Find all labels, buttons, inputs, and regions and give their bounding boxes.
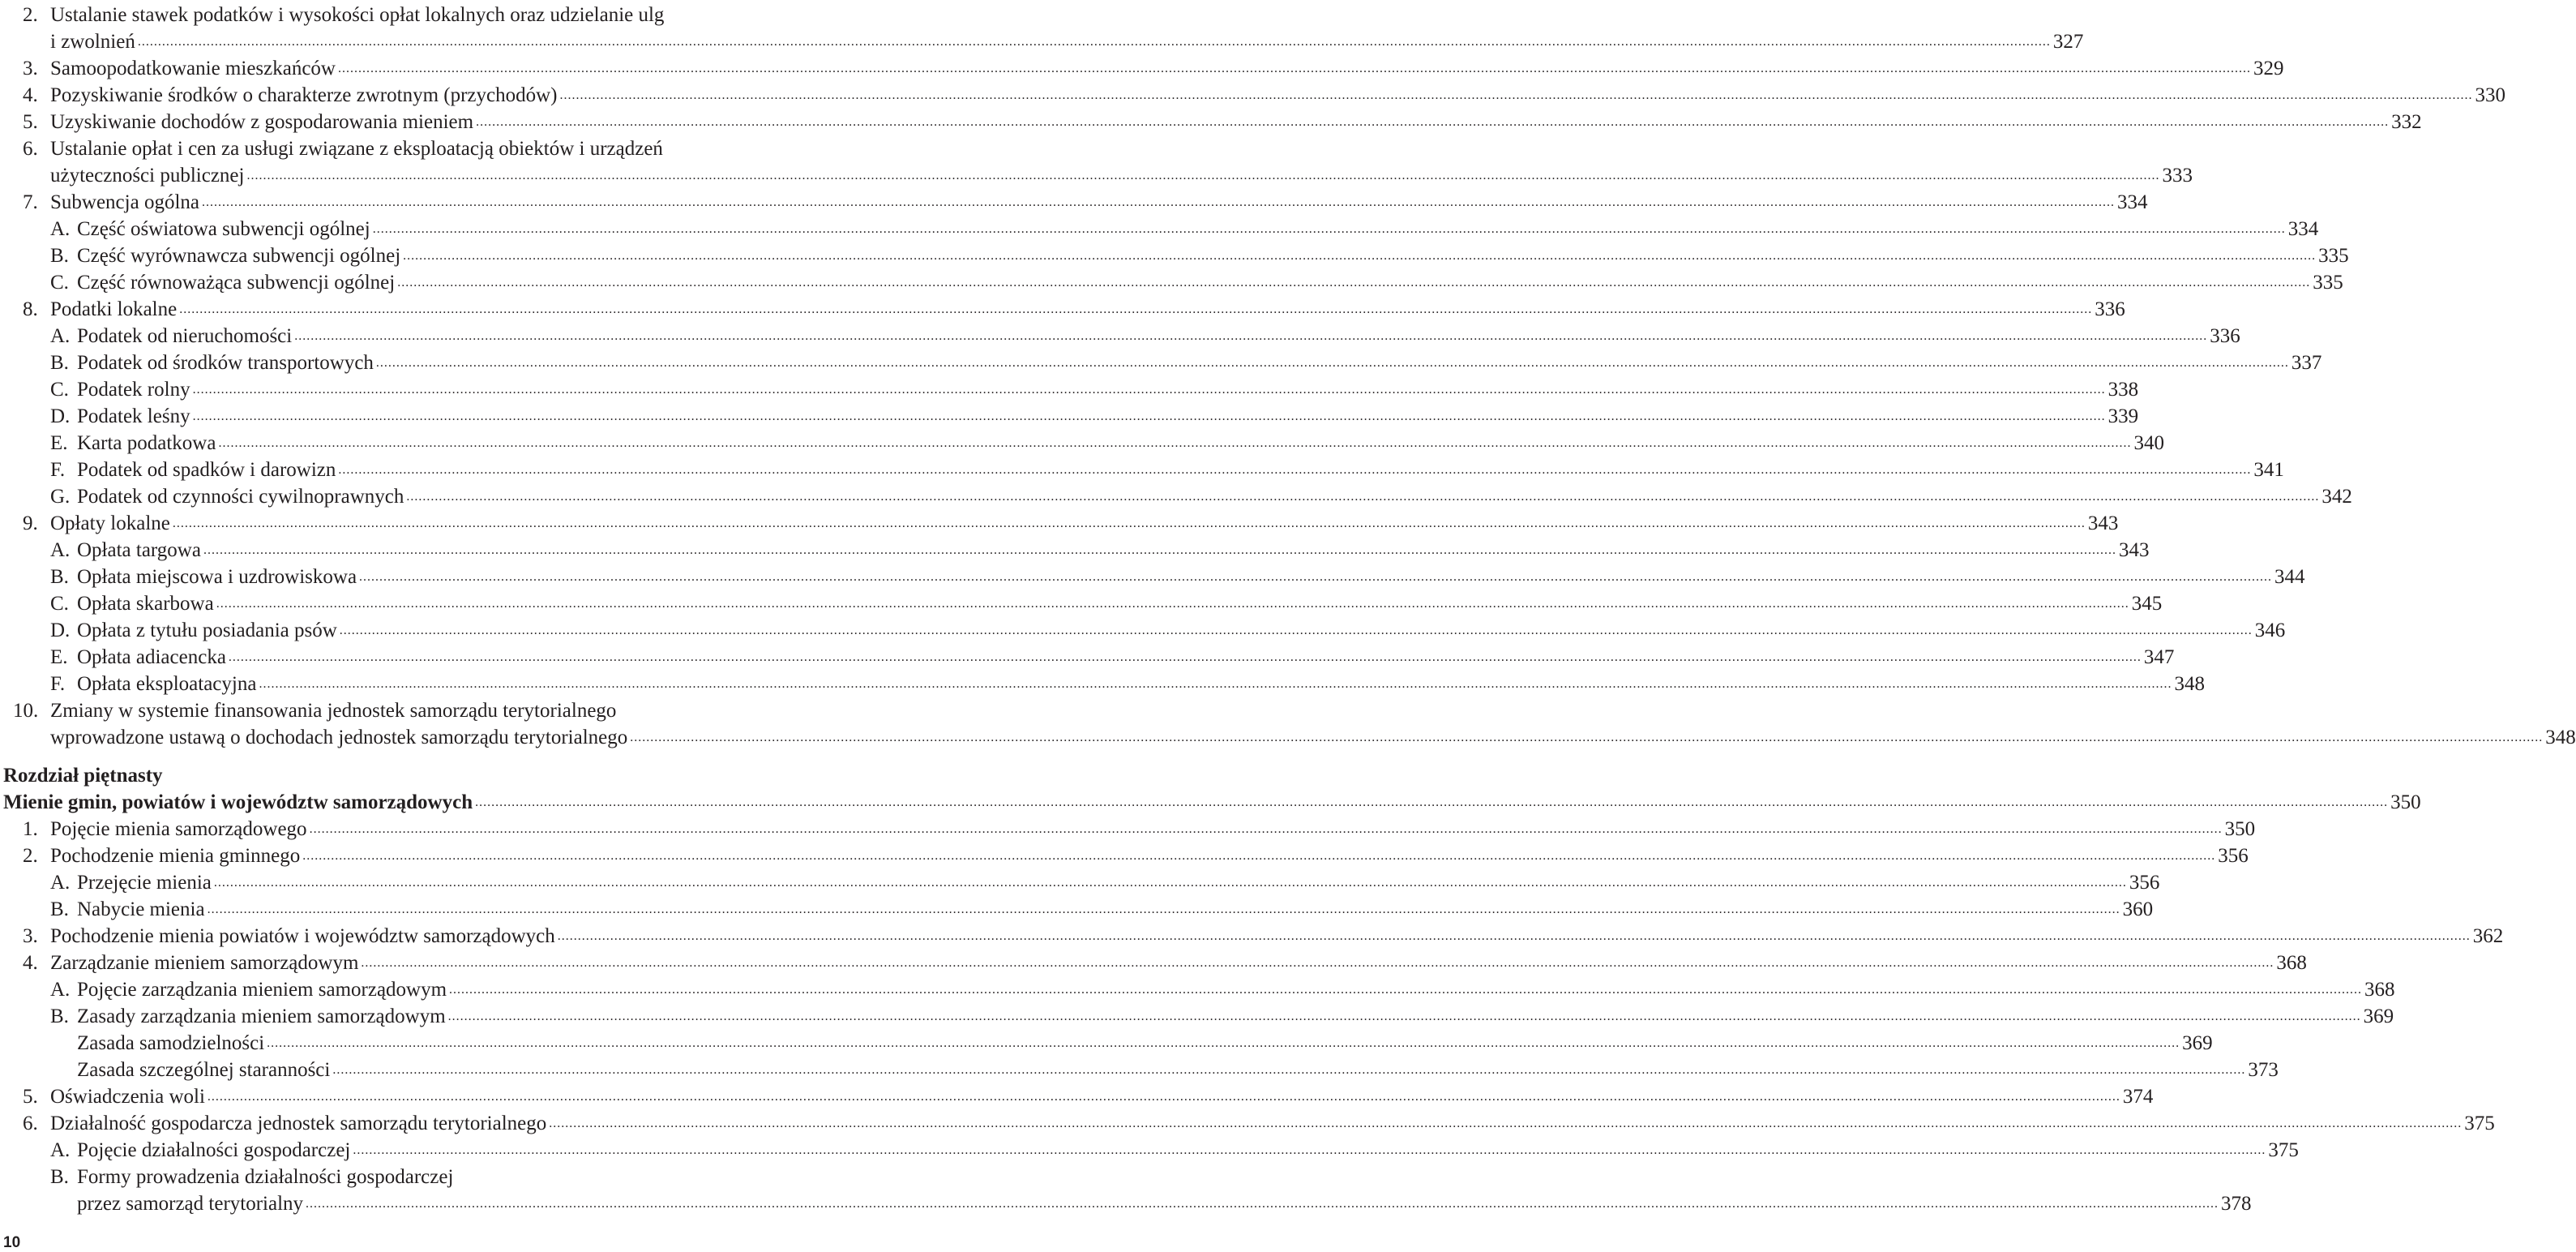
entry-title: Podatek od środków transportowych [77,352,374,374]
entry-number: 7. [23,191,38,213]
entry-title-cont: przez samorząd terytorialny [77,1193,304,1215]
entry-title: Pochodzenie mienia gminnego [50,845,301,867]
toc-entry[interactable] [0,55,2284,82]
entry-title: Podatek od spadków i darowizn [77,459,336,481]
page-number: 341 [2253,459,2284,481]
entry-number: A. [50,979,71,1001]
toc-entry[interactable] [0,2,2084,55]
page-number: 335 [2313,272,2343,294]
entry-title-cont: wprowadzone ustawą o dochodach jednostek samorządu terytorialnego [50,727,628,748]
page-number: 334 [2116,191,2148,213]
entry-title: Zmiany w systemie finansowania jednostek samorządu terytorialnego [50,700,617,722]
toc-entry[interactable] [0,896,2154,923]
entry-title: Zasada samodzielności [77,1032,265,1054]
entry-title: Opłata miejscowa i uzdrowiskowa [77,566,357,588]
toc-entry[interactable] [0,510,2119,537]
page-number: 343 [2087,512,2119,534]
entry-number: B. [50,245,69,267]
page-number: 350 [2224,818,2256,840]
page-number: 333 [2162,165,2193,187]
entry-title: Oświadczenia woli [50,1086,205,1108]
page-number: 348 [2545,727,2576,748]
entry-number: B. [50,1166,69,1188]
entry-number: 10. [13,700,39,722]
page-number: 362 [2472,925,2504,947]
entry-number: B. [50,898,69,920]
entry-number: B. [50,352,69,374]
toc-entry[interactable] [0,537,2150,564]
entry-number: 5. [23,111,38,133]
toc-entry[interactable] [0,1003,2394,1030]
page-number: 344 [2274,566,2305,588]
entry-title: Karta podatkowa [77,432,216,454]
toc-entry[interactable] [0,564,2305,590]
entry-number: 2. [23,845,38,867]
entry-number: C. [50,379,69,401]
page-number: 338 [2107,379,2139,401]
page-number: 378 [2221,1193,2252,1215]
entry-number: A. [50,1139,71,1161]
page-number: 330 [2475,84,2505,106]
page-number: 347 [2143,646,2175,668]
dot-leader [306,1190,2219,1224]
entry-title: Zasady zarządzania mieniem samorządowym [77,1005,446,1027]
toc-entry[interactable] [0,349,2322,376]
entry-number: 2. [23,4,38,26]
page-number: 356 [2129,872,2160,894]
toc-entry[interactable] [0,1164,2252,1217]
toc-entry[interactable] [0,269,2343,296]
page-number: 335 [2318,245,2349,267]
toc-entry[interactable] [0,483,2352,510]
toc-entry[interactable] [0,376,2139,403]
entry-title: Część oświatowa subwencji ogólnej [77,218,370,240]
dot-leader [630,724,2543,758]
entry-title: Część wyrównawcza subwencji ogólnej [77,245,401,267]
page-number: 336 [2095,298,2125,320]
page-number: 360 [2122,898,2154,920]
entry-title: Opłata z tytułu posiadania psów [77,620,337,641]
entry-number: D. [50,405,71,427]
toc-entry[interactable] [0,869,2160,896]
entry-title: Opłata skarbowa [77,593,214,615]
entry-title: Pozyskiwanie środków o charakterze zwrotnym (przychodów) [50,84,558,106]
page-number: 327 [2052,31,2084,53]
toc-entry[interactable] [0,644,2175,671]
page-number: 375 [2268,1139,2299,1161]
entry-title: Zarządzanie mieniem samorządowym [50,952,359,974]
entry-number: C. [50,593,69,615]
toc-entry[interactable] [0,403,2139,430]
entry-title: Opłata targowa [77,539,201,561]
entry-title: Zasada szczególnej staranności [77,1059,331,1081]
entry-title-cont: i zwolnień [50,31,135,53]
page-number: 368 [2276,952,2307,974]
page-number: 374 [2122,1086,2154,1108]
page-number: 368 [2364,979,2395,1001]
page-number: 369 [2182,1032,2213,1054]
page-number: 332 [2391,111,2422,133]
page-number: 348 [2174,673,2205,695]
entry-title: Pojęcie mienia samorządowego [50,818,307,840]
entry-title: Podatki lokalne [50,298,178,320]
toc-entry[interactable] [0,457,2284,483]
entry-title: Nabycie mienia [77,898,205,920]
entry-title: Pojęcie działalności gospodarczej [77,1139,351,1161]
entry-title: Przejęcie mienia [77,872,212,894]
entry-number: G. [50,486,71,508]
entry-number: C. [50,272,69,294]
entry-number: 6. [23,1113,38,1134]
entry-number: D. [50,620,71,641]
toc-entry[interactable] [0,923,2504,950]
chapter-title: Mienie gmin, powiatów i województw samorządowych [3,791,473,813]
entry-title: Opłaty lokalne [50,512,170,534]
toc-entry[interactable] [0,1137,2299,1164]
entry-number: 1. [23,818,38,840]
page-number: 375 [2464,1113,2495,1134]
entry-title: Opłata eksploatacyjna [77,673,257,695]
entry-number: 3. [23,925,38,947]
toc-entry[interactable] [0,671,2205,697]
entry-number: 8. [23,298,38,320]
entry-number: B. [50,566,69,588]
entry-number: 3. [23,58,38,79]
entry-title: Część równoważąca subwencji ogólnej [77,272,396,294]
toc-entry[interactable] [0,1030,2213,1057]
entry-number: F. [50,459,66,481]
toc-entry[interactable] [0,296,2125,323]
entry-number: 6. [23,138,38,160]
entry-number: 4. [23,84,38,106]
entry-number: 4. [23,952,38,974]
entry-title: Subwencja ogólna [50,191,199,213]
toc-entry[interactable] [0,135,2193,189]
page-folio: 10 [3,1234,21,1251]
page-number: 329 [2253,58,2284,79]
entry-number: A. [50,218,71,240]
entry-number: B. [50,1005,69,1027]
entry-title: Ustalanie opłat i cen za usługi związane z eksploatacją obiektów i urządzeń [50,138,663,160]
toc-entry[interactable] [0,617,2286,644]
toc-entry[interactable] [0,1057,2279,1083]
toc-entry[interactable] [0,697,2576,751]
entry-title: Opłata adiacencka [77,646,226,668]
page-number: 340 [2133,432,2164,454]
entry-title: Pochodzenie mienia powiatów i województw samorządowych [50,925,555,947]
entry-number: 5. [23,1086,38,1108]
entry-number: F. [50,673,66,695]
toc-entry[interactable] [0,1110,2495,1137]
entry-title: Formy prowadzenia działalności gospodarczej [77,1166,454,1188]
page-number: 369 [2363,1005,2394,1027]
toc-entry[interactable] [0,109,2422,135]
toc-entry[interactable] [0,216,2319,242]
toc-entry[interactable] [0,816,2256,843]
toc-entry[interactable] [0,843,2249,869]
page-number: 339 [2107,405,2139,427]
toc-entry[interactable] [0,950,2307,976]
entry-title-cont: użyteczności publicznej [50,165,245,187]
toc-entry[interactable] [0,82,2505,109]
entry-number: A. [50,539,71,561]
toc-entry[interactable] [0,323,2240,349]
toc-entry[interactable] [0,1083,2154,1110]
page-number: 334 [2287,218,2319,240]
page-number: 373 [2248,1059,2279,1081]
toc-entry[interactable] [0,590,2163,617]
entry-title: Podatek od czynności cywilnoprawnych [77,486,404,508]
entry-title: Samoopodatkowanie mieszkańców [50,58,336,79]
entry-number: A. [50,325,71,347]
page-number: 336 [2210,325,2240,347]
page-number: 346 [2254,620,2286,641]
entry-title: Podatek od nieruchomości [77,325,293,347]
page-number: 345 [2131,593,2163,615]
entry-number: A. [50,872,71,894]
entry-title: Podatek leśny [77,405,190,427]
entry-title: Uzyskiwanie dochodów z gospodarowania mieniem [50,111,474,133]
page-number: 356 [2218,845,2249,867]
chapter-label: Rozdział piętnasty [3,765,163,787]
entry-title: Pojęcie zarządzania mieniem samorządowym [77,979,447,1001]
toc-entry[interactable] [0,242,2349,269]
entry-number: 9. [23,512,38,534]
toc-entry[interactable] [0,189,2148,216]
entry-title: Ustalanie stawek podatków i wysokości opłat lokalnych oraz udzielanie ulg [50,4,665,26]
toc-entry[interactable] [0,976,2395,1003]
page-number: 343 [2118,539,2150,561]
toc-entry[interactable] [0,430,2164,457]
page-number: 350 [2390,791,2421,813]
page-number: 337 [2291,352,2322,374]
entry-title: Działalność gospodarcza jednostek samorządu terytorialnego [50,1113,547,1134]
page-number: 342 [2321,486,2352,508]
entry-number: E. [50,646,68,668]
entry-number: E. [50,432,68,454]
entry-title: Podatek rolny [77,379,190,401]
